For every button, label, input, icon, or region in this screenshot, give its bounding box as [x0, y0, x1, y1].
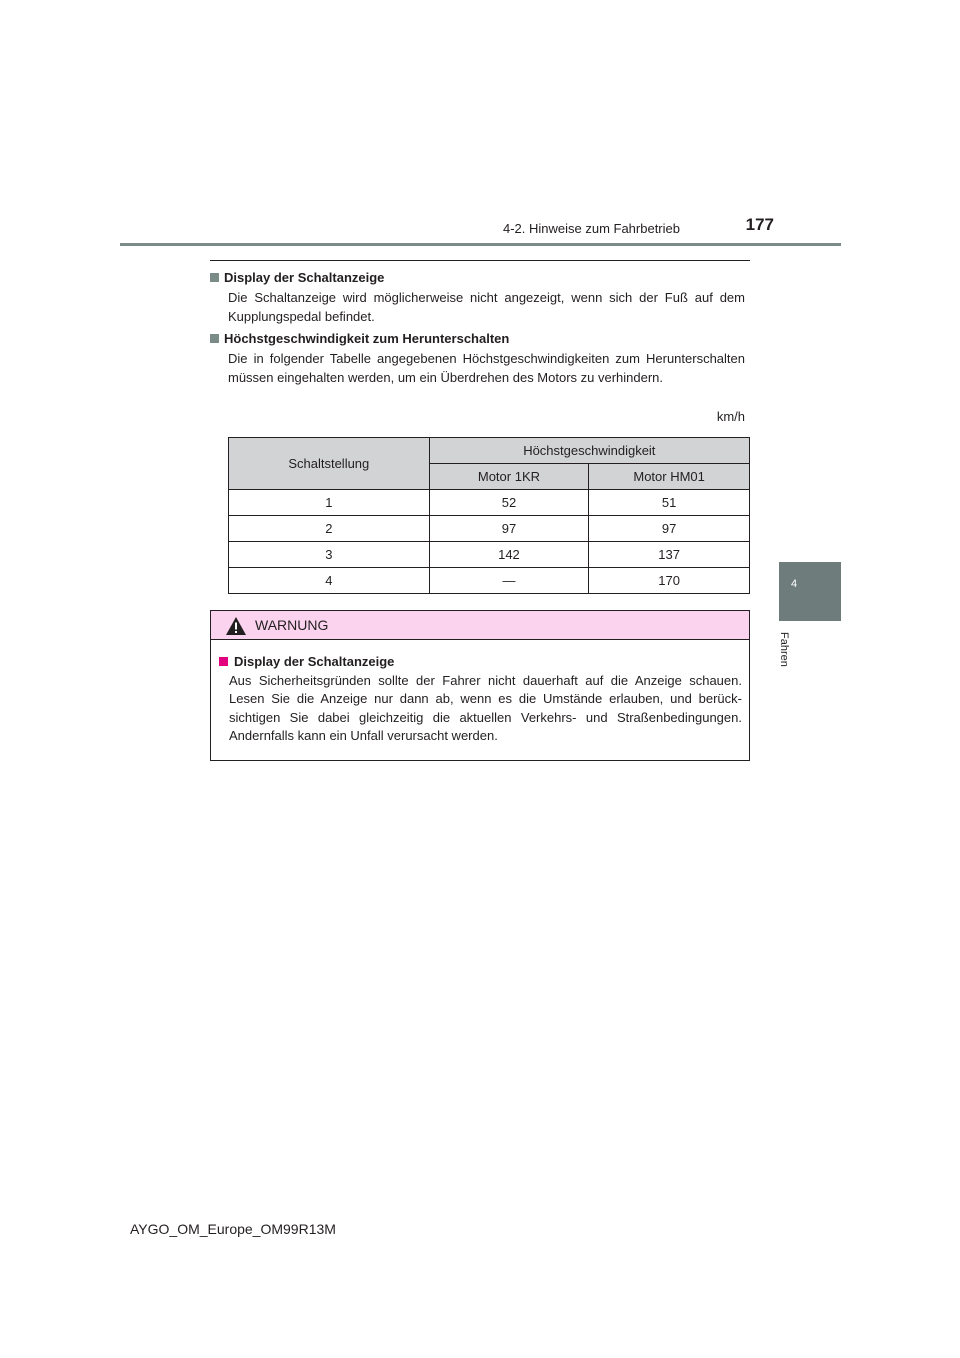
cell-speed-1kr: 52 [429, 490, 589, 516]
warning-label: WARNUNG [255, 617, 329, 633]
warning-box [210, 610, 750, 761]
cell-speed-1kr: 142 [429, 542, 589, 568]
table-row [229, 568, 750, 594]
footer-document-id: AYGO_OM_Europe_OM99R13M [130, 1221, 336, 1237]
header-engine-1kr: Motor 1KR [429, 464, 589, 490]
cell-speed-hm01: 137 [589, 542, 750, 568]
cell-speed-hm01: 170 [589, 568, 750, 594]
page-number: 177 [745, 215, 774, 234]
section-heading-display [210, 270, 384, 285]
square-bullet-icon [219, 657, 228, 666]
square-bullet-icon [210, 334, 219, 343]
cell-gear: 4 [229, 568, 430, 594]
warning-triangle-icon [225, 616, 247, 636]
header-engine-hm01: Motor HM01 [589, 464, 750, 490]
chapter-title-text: Fahren [778, 632, 790, 667]
cell-gear: 1 [229, 490, 430, 516]
cell-speed-hm01: 97 [589, 516, 750, 542]
cell-gear: 3 [229, 542, 430, 568]
unit-label: km/h [716, 409, 745, 424]
header-section-title: 4-2. Hinweise zum Fahrbetrieb [502, 221, 680, 236]
section-heading-max-speed [210, 331, 509, 346]
header-gear: Schaltstellung [229, 438, 430, 490]
warning-text: Aus Sicherheitsgründen sollte der Fahrer nicht dauerhaft auf die Anzeige schauen. Lesen Sie die Anzeige nur dann ab, wenn es die Umstände erlauben, und berück-sichtigen Sie dabei gleichzeitig die aktuellen Verkehrs- und Straßenbedingungen. Andernfalls kann ein Unfall verursacht werden. [229, 673, 742, 743]
downshift-speed-table [228, 437, 750, 594]
warning-subtitle [219, 654, 394, 669]
table-header-row [229, 438, 750, 464]
chapter-tab [779, 562, 841, 621]
header-rule [120, 243, 841, 246]
table-row [229, 516, 750, 542]
cell-speed-hm01: 51 [589, 490, 750, 516]
header-max-speed: Höchstgeschwindigkeit [429, 438, 749, 464]
content-rule [210, 260, 750, 261]
chapter-number: 4 [790, 578, 798, 590]
warning-header [211, 611, 749, 640]
cell-speed-1kr: 97 [429, 516, 589, 542]
section-heading-text: Display der Schaltanzeige [224, 270, 385, 285]
table-row [229, 542, 750, 568]
warning-subtitle-text: Display der Schaltanzeige [234, 654, 395, 669]
chapter-title [778, 632, 806, 692]
cell-speed-1kr: — [429, 568, 589, 594]
square-bullet-icon [210, 273, 219, 282]
section-heading-text: Höchstgeschwindigkeit zum Herunterschalten [224, 331, 510, 346]
section-paragraph-max-speed: Die in folgender Tabelle angegebenen Höchstgeschwindigkeiten zum Herunterschalten müssen eingehalten werden, um ein Überdrehen des Motors zu verhindern. [228, 351, 745, 385]
table-row [229, 490, 750, 516]
cell-gear: 2 [229, 516, 430, 542]
section-paragraph-display: Die Schaltanzeige wird möglicherweise nicht angezeigt, wenn sich der Fuß auf dem Kupplungspedal befindet. [228, 290, 745, 324]
